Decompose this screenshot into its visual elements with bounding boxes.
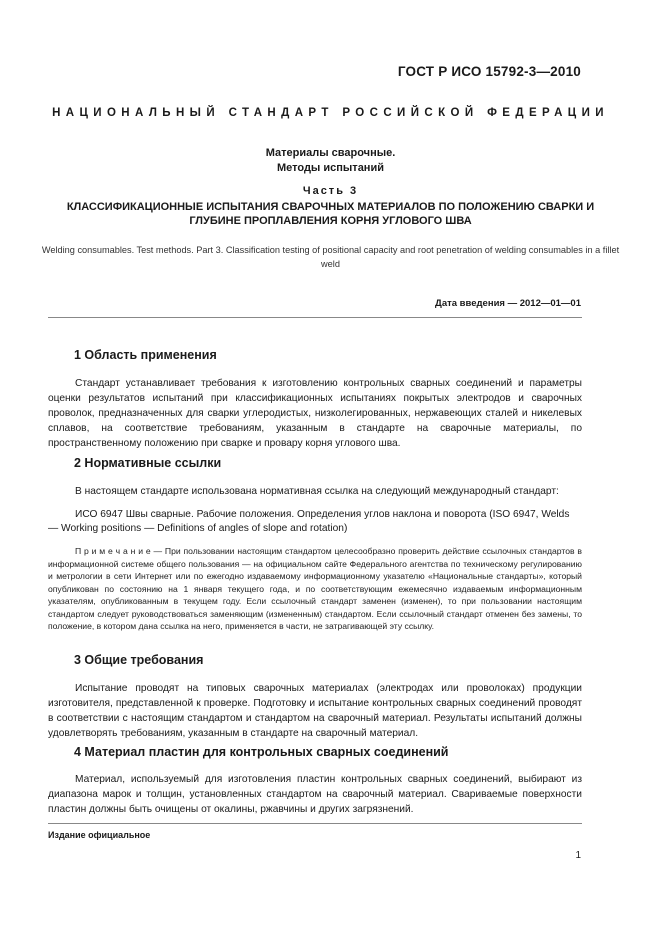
normative-reference-body: ИСО 6947 Швы сварные. Рабочие положения. Определения углов наклона и поворота (ISO 6947, Welds — Working positions — Definitions of angles of slope and rotation)	[48, 509, 570, 534]
title-line-1: Материалы сварочные.	[265, 147, 396, 159]
section-2-note-body: П р и м е ч а н и е — При пользовании настоящим стандартом целесообразно проверить действие ссылочных стандартов в информационной системе общего пользования — на официальном сайте Федерального агентства по техническому регулированию и метрологии в сети Интернет или по ежегодно издаваемому информационному указателю «Национальные стандарты», который опубликован по состоянию на 1 января текущего года, и по соответствующим ежемесячно издаваемым информационным указателям, опубликованным в текущем году. Если ссылочный стандарт заменен (изменен), то при пользовании настоящим стандартом следует руководствоваться заменяющим (измененным) стандартом. Если ссылочный стандарт отменен без замены, то положение, в котором дана ссылка на него, применяется в части, не затрагивающей эту ссылку.	[48, 546, 582, 631]
header-divider	[48, 317, 582, 318]
section-2-note	[48, 545, 582, 633]
section-1-text-body: Стандарт устанавливает требования к изготовлению контрольных сварных соединений и параметры оценки результатов испытаний при классификационных испытаниях покрытых электродов и сварочных проволок, предназначенных для сварки углеродистых, низколегированных, нержавеющих сталей и никелевых сплавов, на соответствие требованиям, указанным в стандарте на сварочные материалы, по пространственному положению при сварке и провару корня углового шва.	[48, 378, 582, 449]
part-label: Часть 3	[302, 185, 359, 197]
classification-title: КЛАССИФИКАЦИОННЫЕ ИСПЫТАНИЯ СВАРОЧНЫХ МАТЕРИАЛОВ ПО ПОЛОЖЕНИЮ СВАРКИ И ГЛУБИНЕ ПРОПЛАВЛЕНИЯ КОРНЯ УГЛОВОГО ШВА	[66, 201, 595, 227]
introduction-date: Дата введения — 2012—01—01	[435, 298, 581, 309]
section-4-heading: 4 Материал пластин для контрольных сварных соединений	[74, 745, 449, 759]
section-1-heading: 1 Область применения	[74, 348, 217, 362]
national-standard-banner: НАЦИОНАЛЬНЫЙ СТАНДАРТ РОССИЙСКОЙ ФЕДЕРАЦИИ	[52, 107, 609, 119]
section-2-heading: 2 Нормативные ссылки	[74, 456, 222, 470]
normative-reference	[48, 508, 582, 536]
edition-label: Издание официальное	[48, 830, 151, 840]
section-3-heading: 3 Общие требования	[74, 653, 204, 667]
section-1-text	[48, 376, 582, 451]
document-code: ГОСТ Р ИСО 15792-3—2010	[397, 64, 581, 79]
page-number: 1	[575, 850, 581, 861]
section-4-text-body: Материал, используемый для изготовления пластин контрольных сварных соединений, выбирают из диапазона марок и толщин, установленных стандартом на сварочный материал. Свариваемые поверхности пластин должны быть очищены от окалины, ржавчины и других загрязнений.	[48, 774, 582, 815]
footer-divider	[48, 823, 582, 824]
section-2-text	[48, 484, 582, 499]
section-3-text	[48, 681, 582, 741]
section-3-text-body: Испытание проводят на типовых сварочных материалах (электродах или проволоках) продукции изготовителя, представленной к проверке. Подготовку и испытание контрольных сварных соединений проводят в соответствии с настоящим стандартом и стандартом на сварочный материал. Результаты испытаний должны удовлетворять требованиям, указанным в стандарте на сварочный материал.	[48, 683, 582, 739]
english-title: Welding consumables. Test methods. Part 3. Classification testing of positional capacity and root penetration of welding consumables in a fillet weld	[41, 245, 620, 269]
section-4-text	[48, 772, 582, 817]
section-2-text-body: В настоящем стандарте использована нормативная ссылка на следующий международный стандарт:	[75, 486, 559, 497]
title-line-2: Методы испытаний	[277, 162, 384, 174]
